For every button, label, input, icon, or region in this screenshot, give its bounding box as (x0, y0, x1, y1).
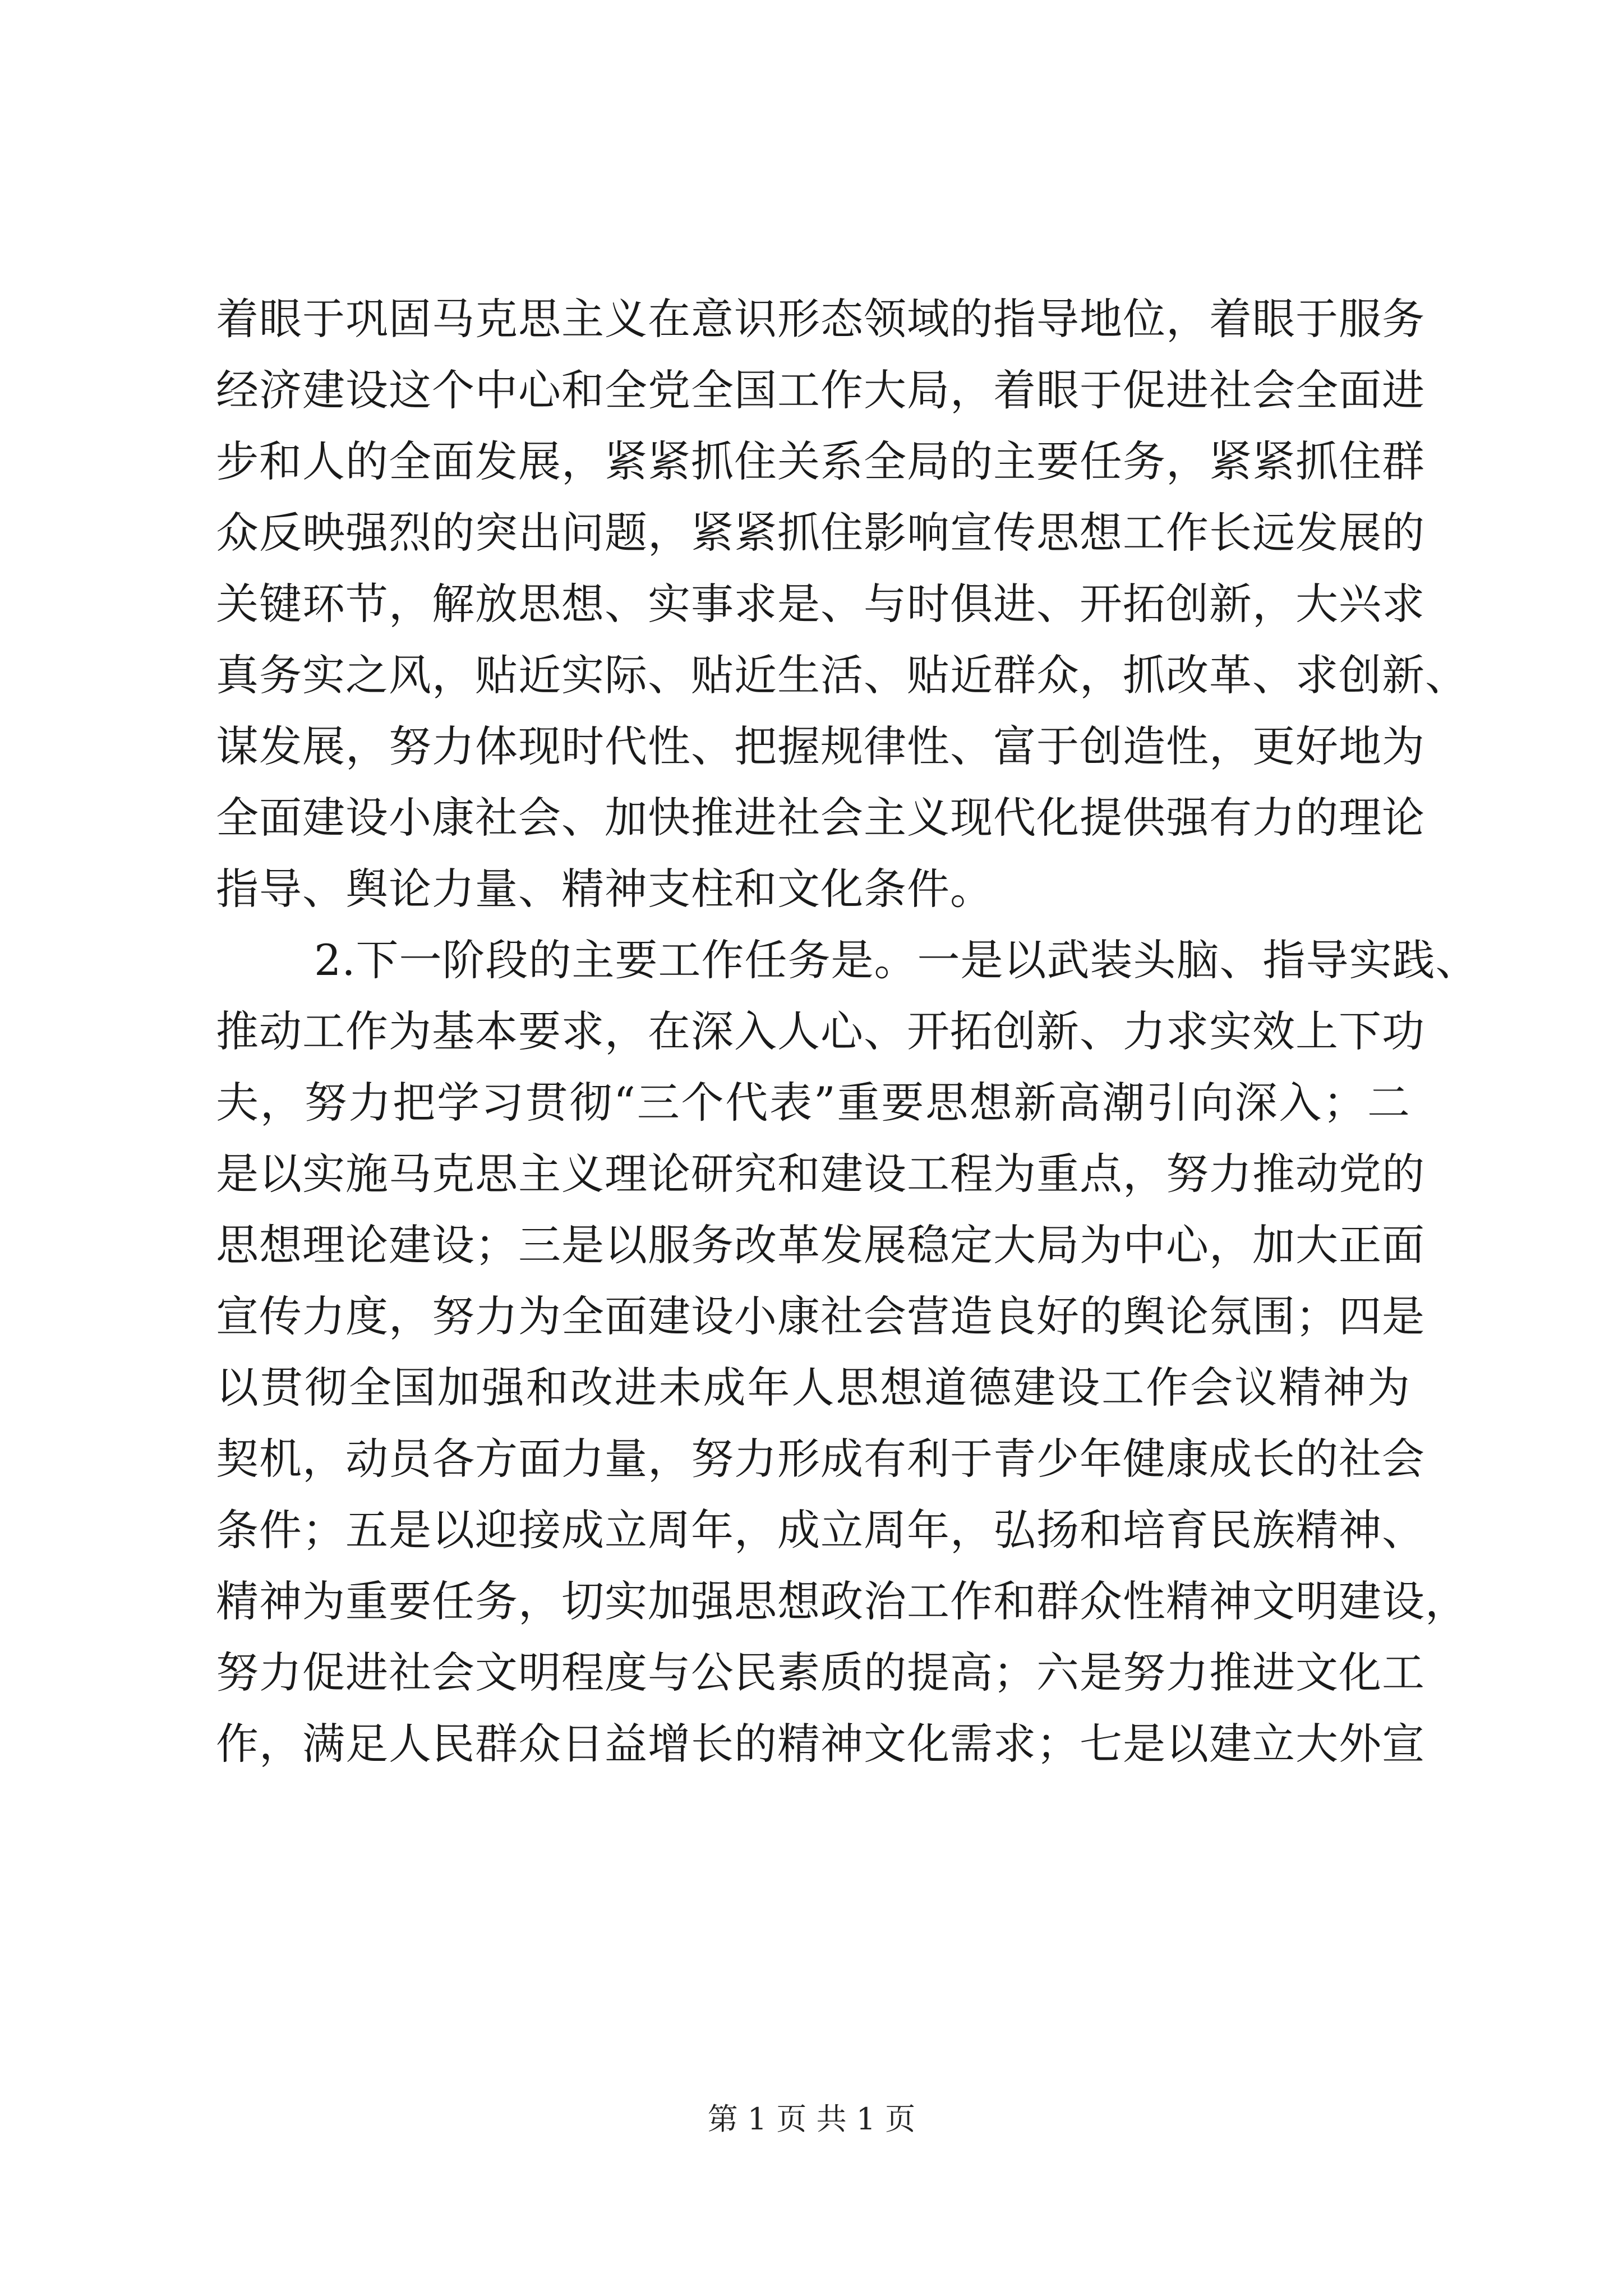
text-line: 努力促进社会文明程度与公民素质的提高；六是努力推进文化工 (216, 1648, 1425, 1697)
text-line: 步和人的全面发展，紧紧抓住关系全局的主要任务，紧紧抓住群 (216, 436, 1425, 486)
text-line: 经济建设这个中心和全党全国工作大局，着眼于促进社会全面进 (216, 365, 1425, 415)
document-body (216, 283, 1479, 1779)
text-line: 全面建设小康社会、加快推进社会主义现代化提供强有力的理论 (216, 793, 1425, 843)
text-line: 是以实施马克思主义理论研究和建设工程为重点，努力推动党的 (216, 1149, 1425, 1199)
text-line: 宣传力度，努力为全面建设小康社会营造良好的舆论氛围；四是 (216, 1291, 1425, 1341)
text-line: 作，满足人民群众日益增长的精神文化需求；七是以建立大外宣 (216, 1719, 1425, 1769)
text-line: 条件；五是以迎接成立周年，成立周年，弘扬和培育民族精神、 (216, 1505, 1425, 1555)
text-line: 众反映强烈的突出问题，紧紧抓住影响宣传思想工作长远发展的 (216, 508, 1425, 558)
text-line: 夫，努力把学习贯彻“三个代表”重要思想新高潮引向深入；二 (216, 1078, 1410, 1128)
text-line: 真务实之风，贴近实际、贴近生活、贴近群众，抓改革、求创新、 (216, 650, 1468, 700)
text-line: 契机，动员各方面力量，努力形成有利于青少年健康成长的社会 (216, 1434, 1425, 1484)
text-line: 思想理论建设；三是以服务改革发展稳定大局为中心，加大正面 (216, 1220, 1425, 1270)
page-number-label: 第 1 页 共 1 页 (707, 2101, 916, 2137)
text-line: 推动工作为基本要求，在深入人心、开拓创新、力求实效上下功 (216, 1006, 1425, 1056)
text-line: 以贯彻全国加强和改进未成年人思想道德建设工作会议精神为 (216, 1363, 1410, 1412)
text-line: 指导、舆论力量、精神支柱和文化条件。 (216, 864, 993, 914)
paragraph-start-line: 2.下一阶段的主要工作任务是。一是以武装头脑、指导实践、 (314, 935, 1479, 985)
text-line: 着眼于巩固马克思主义在意识形态领域的指导地位，着眼于服务 (216, 294, 1425, 344)
text-line: 关键环节，解放思想、实事求是、与时俱进、开拓创新，大兴求 (216, 579, 1425, 629)
text-line: 精神为重要任务，切实加强思想政治工作和群众性精神文明建设， (216, 1576, 1468, 1626)
page-footer (0, 2095, 1623, 2138)
text-line: 谋发展，努力体现时代性、把握规律性、富于创造性，更好地为 (216, 721, 1425, 771)
